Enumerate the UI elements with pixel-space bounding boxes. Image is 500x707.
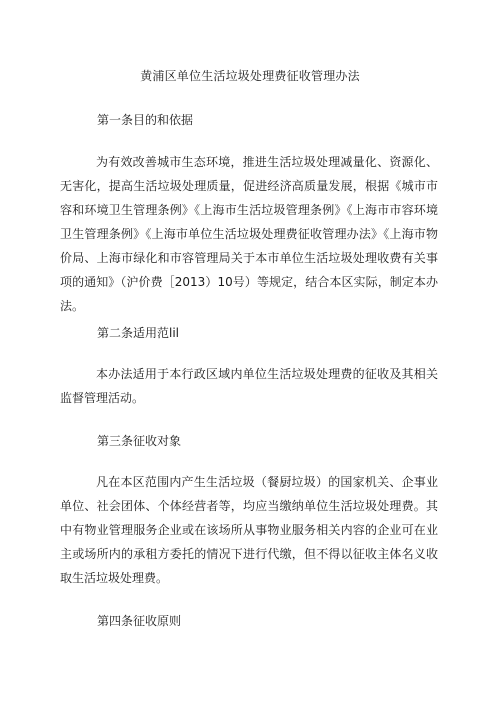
article-1-heading: 第一条目的和依据 bbox=[97, 113, 194, 127]
article-1-body: 为有效改善城市生态环境，推进生活垃圾处理减量化、资源化、无害化，提高生活垃圾处理质量，促进经济高质量发展，根据《城市市容和环境卫生管理条例》《上海市生活垃圾管理条例》《上海市市容环境卫生管理条例》《上海市单位生活垃圾处理费征收管理办法》《上海市物价局、上海市绿化和市容管理局关于本市单位生活垃圾处理收费有关事项的通知》（沪价费［2013）10号）等规定，结合本区实际，制定本办法。 bbox=[60, 155, 438, 313]
article-4-heading: 第四条征收原则 bbox=[97, 614, 182, 628]
document-title: 黄浦区单位生活垃圾处理费征收管理办法 bbox=[140, 69, 360, 83]
article-2-heading: 第二条适用范lil bbox=[97, 326, 180, 340]
article-3-heading: 第三条征收对象 bbox=[97, 434, 182, 448]
article-2-body: 本办法适用于本行政区域内单位生活垃圾处理费的征收及其相关监督管理活动。 bbox=[60, 367, 438, 405]
article-3-body: 凡在本区范围内产生生活垃圾（餐厨垃圾）的国家机关、企事业单位、社会团体、个体经营者等，均应当缴纳单位生活垃圾处理费。其中有物业管理服务企业或在该场所从事物业服务相关内容的企业可在业主或场所内的承租方委托的情况下进行代缴，但不得以征收主体名义收取生活垃圾处理费。 bbox=[60, 475, 438, 585]
